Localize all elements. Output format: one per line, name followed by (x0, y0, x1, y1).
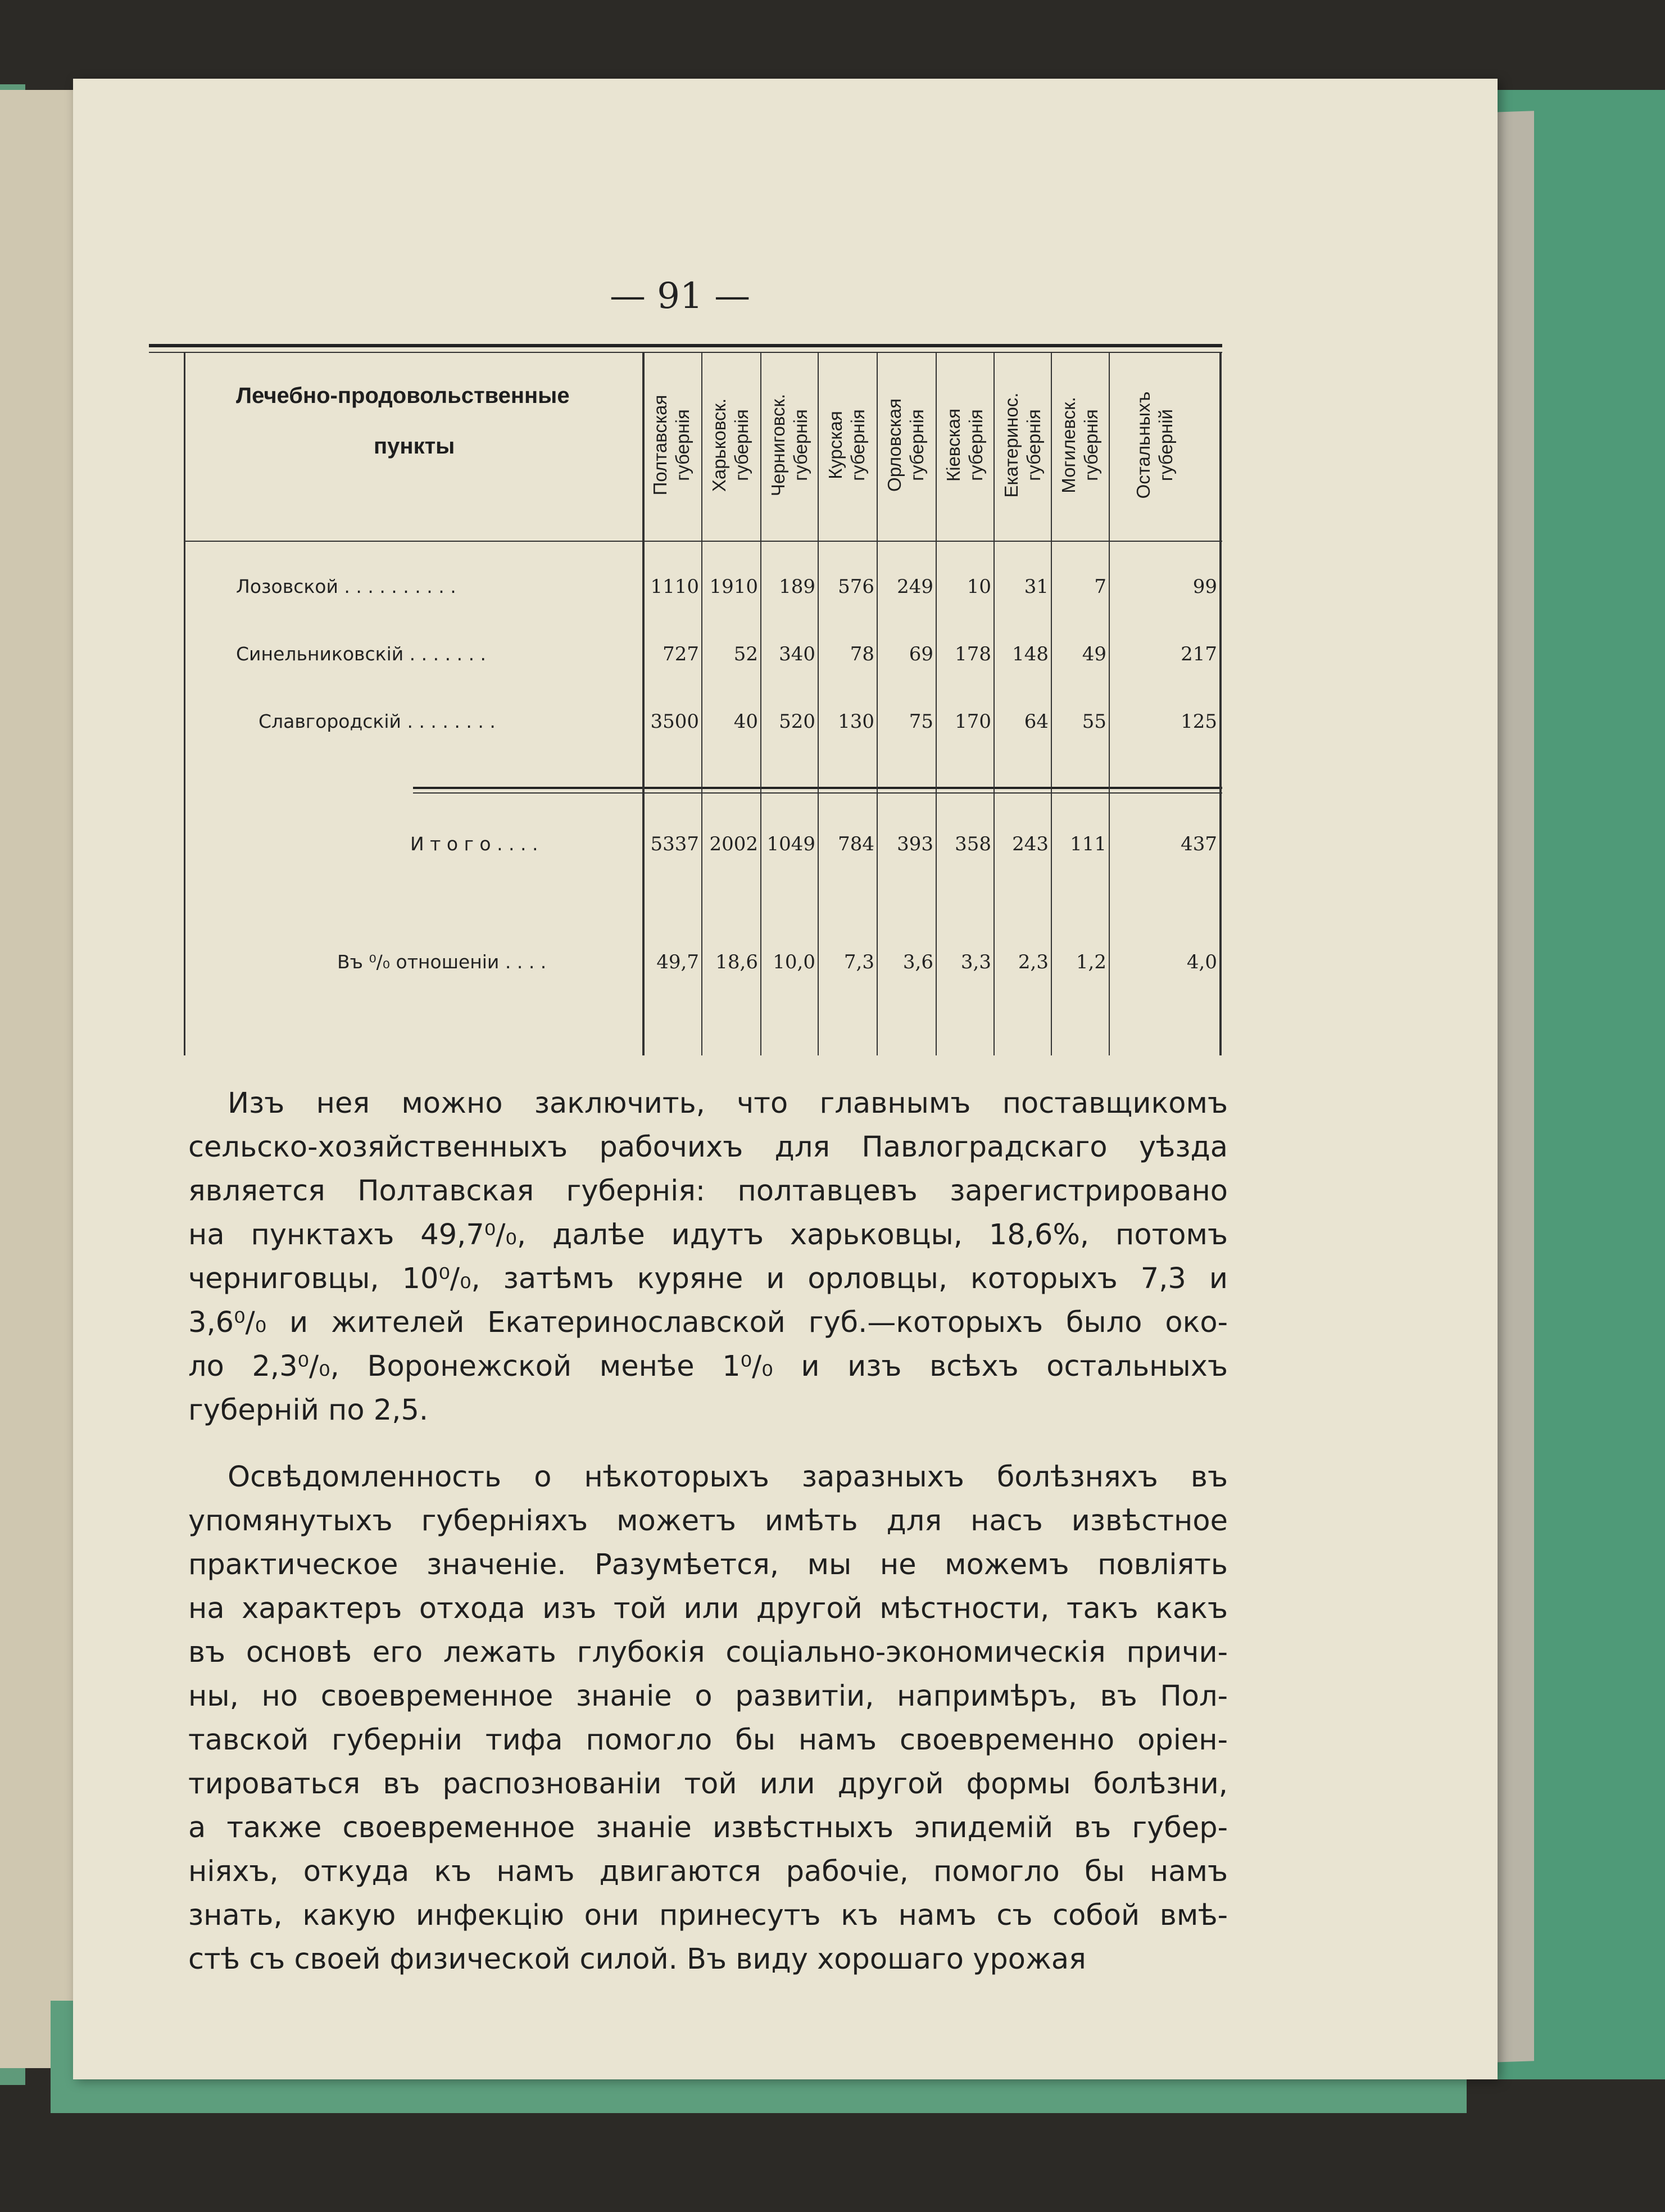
column-header-text: губернія (672, 409, 693, 481)
page-number: — 91 — (609, 275, 751, 317)
table-left-border (184, 353, 185, 1055)
text-line: на пунктахъ 49,7⁰/₀, далѣе идутъ харьковцы, 18,6%, потомъ (188, 1218, 1228, 1252)
table-cell: 7 (1094, 575, 1106, 598)
column-header (643, 355, 700, 535)
text-line: практическое значеніе. Разумѣется, мы не можемъ повліять (188, 1548, 1228, 1581)
table-cell: 49 (1082, 643, 1106, 665)
text-line: а также своевременное знаніе извѣстныхъ эпидемій въ губер- (188, 1811, 1228, 1844)
text-line: ло 2,3⁰/₀, Воронежской менѣе 1⁰/₀ и изъ всѣхъ остальныхъ (188, 1350, 1228, 1383)
table-cell: 3,6 (902, 951, 933, 973)
table-cell: 52 (733, 643, 758, 665)
text-line: ны, но своевременное знаніе о развитіи, напримѣръ, въ Пол- (188, 1680, 1228, 1713)
table-cell: 49,7 (656, 951, 699, 973)
column-header-text: губерній (1155, 409, 1176, 482)
text-line: сельско-хозяйственныхъ рабочихъ для Павлоградскаго уѣзда (188, 1131, 1228, 1164)
table-cell: 2,3 (1018, 951, 1049, 973)
table-cell: 3,3 (960, 951, 991, 973)
table-cell: 393 (897, 833, 933, 855)
column-header (995, 355, 1051, 535)
column-separator (1109, 353, 1110, 1055)
table-cell: 4,0 (1186, 951, 1217, 973)
text-line: является Полтавская губернія: полтавцевъ зарегистрировано (188, 1175, 1228, 1208)
column-header-text: губернія (790, 409, 811, 481)
column-header-text: Курская (825, 411, 846, 479)
column-header-text: губернія (731, 409, 752, 481)
text-line: тавской губерніи тифа помогло бы намъ своевременно оріен- (188, 1724, 1228, 1757)
table-cell: 18,6 (715, 951, 758, 973)
column-header-text: Екатеринос. (1001, 392, 1022, 498)
column-header (702, 355, 759, 535)
text-line: Освѣдомленность о нѣкоторыхъ заразныхъ болѣзняхъ въ (228, 1461, 1228, 1494)
table-cell: 40 (733, 710, 758, 733)
text-line: черниговцы, 10⁰/₀, затѣмъ куряне и орловцы, которыхъ 7,3 и (188, 1262, 1228, 1295)
text-line: ніяхъ, откуда къ намъ двигаются рабочіе, помогло бы намъ (188, 1855, 1228, 1888)
table-cell: 64 (1024, 710, 1049, 733)
table-header-line2: пункты (374, 434, 455, 459)
column-header (819, 355, 875, 535)
text-line: упомянутыхъ губерніяхъ можетъ имѣть для насъ извѣстное (188, 1504, 1228, 1538)
table-cell: 576 (838, 575, 874, 598)
table-cell: 31 (1024, 575, 1049, 598)
table-cell: 178 (955, 643, 991, 665)
column-header-text: губернія (847, 409, 868, 481)
table-header-line1: Лечебно-продовольственные (236, 383, 570, 408)
table-cell: 437 (1181, 833, 1217, 855)
column-header (1052, 355, 1108, 535)
table-header-rule (184, 541, 1222, 542)
table-cell: 1910 (709, 575, 758, 598)
text-line: тироваться въ распознованіи той или другой формы болѣзни, (188, 1767, 1228, 1801)
column-header-text: Орловская (884, 398, 905, 492)
table-top-rule-thin (149, 352, 1222, 353)
table-cell: 1110 (650, 575, 699, 598)
table-cell: 10,0 (773, 951, 815, 973)
column-header-text: Остальныхъ (1133, 391, 1154, 499)
table-cell: 189 (779, 575, 815, 598)
table-cell: 78 (850, 643, 874, 665)
table-cell: 249 (897, 575, 933, 598)
text-line: губерній по 2,5. (188, 1394, 429, 1427)
table-row-label: Синельниковскій . . . . . . . (236, 643, 487, 665)
column-header-text: губернія (1081, 409, 1101, 481)
text-line: на характеръ отхода изъ той или другой мѣстности, такъ какъ (188, 1592, 1228, 1625)
column-header (937, 355, 993, 535)
table-cell: 784 (838, 833, 874, 855)
table-cell: 125 (1181, 710, 1217, 733)
left-page-edge (0, 90, 84, 2068)
table-cell: 148 (1012, 643, 1049, 665)
column-header-text: Кіевская (943, 409, 964, 482)
column-header-text: Могилевск. (1058, 397, 1079, 493)
text-line: знать, какую инфекцію они принесутъ къ намъ съ собой вмѣ- (188, 1899, 1228, 1932)
table-cell: 130 (838, 710, 874, 733)
table-cell: 1,2 (1076, 951, 1106, 973)
text-line: Изъ нея можно заключить, что главнымъ поставщикомъ (228, 1087, 1228, 1120)
column-header-text: губернія (1023, 409, 1044, 481)
table-cell: 243 (1012, 833, 1049, 855)
paragraph-1 (188, 1082, 1228, 1433)
text-line: въ основѣ его лежать глубокія соціально-экономическія причи- (188, 1636, 1228, 1669)
table-cell: 358 (955, 833, 991, 855)
column-header-text: губернія (906, 409, 927, 481)
text-line: стѣ съ своей физической силой. Въ виду хорошаго урожая (188, 1943, 1086, 1976)
table-cell: 727 (663, 643, 699, 665)
table-cell: 5337 (650, 833, 699, 855)
column-header-text: губернія (965, 409, 986, 481)
table-cell: 99 (1192, 575, 1217, 598)
table-top-rule (149, 344, 1222, 347)
table-cell: 1049 (766, 833, 815, 855)
table-cell: 111 (1070, 833, 1106, 855)
column-header-text: Полтавская (650, 395, 670, 496)
column-header (878, 355, 934, 535)
column-header-text: Черниговск. (768, 393, 788, 497)
table-cell: 217 (1181, 643, 1217, 665)
table-row-label: Лозовской . . . . . . . . . . (236, 575, 456, 597)
data-table (149, 344, 1222, 1058)
table-cell: 7,3 (843, 951, 874, 973)
table-cell: 520 (779, 710, 815, 733)
table-cell: 69 (909, 643, 933, 665)
table-cell: 75 (909, 710, 933, 733)
column-header (761, 355, 818, 535)
table-row-label: Славгородскій . . . . . . . . (258, 710, 496, 732)
column-header (1127, 355, 1183, 535)
paragraph-2 (188, 1456, 1228, 1982)
table-cell: 170 (955, 710, 991, 733)
column-header-text: Харьковск. (709, 398, 729, 492)
table-cell: 2002 (709, 833, 758, 855)
table-cell: 340 (779, 643, 815, 665)
percent-row-label: Въ ⁰/₀ отношеніи . . . . (337, 951, 547, 973)
table-cell: 3500 (650, 710, 699, 733)
total-row-label: И т о г о . . . . (410, 833, 538, 855)
table-cell: 10 (967, 575, 991, 598)
text-line: 3,6⁰/₀ и жителей Екатеринославской губ.—которыхъ было око- (188, 1306, 1228, 1339)
column-separator (1219, 353, 1222, 1055)
table-cell: 55 (1082, 710, 1106, 733)
